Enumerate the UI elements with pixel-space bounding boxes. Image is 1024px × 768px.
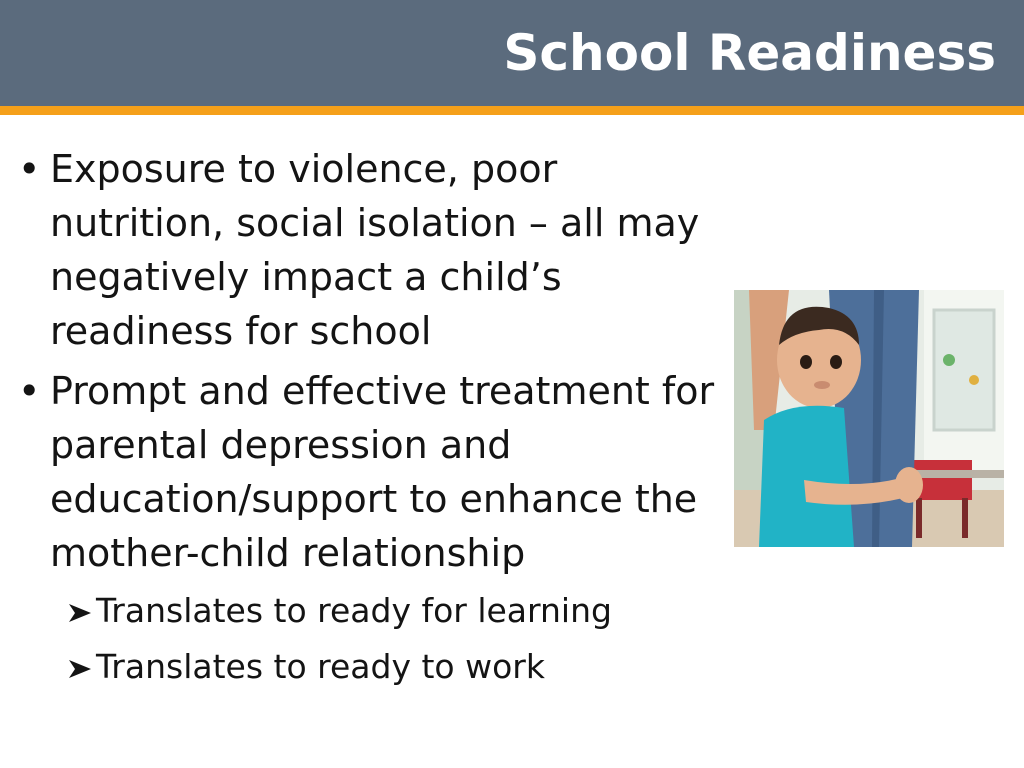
bullet-dot-icon: • — [18, 147, 41, 191]
arrowhead-bullet-icon — [66, 601, 94, 625]
sub-bullet-text: Translates to ready to work — [96, 647, 545, 686]
title-accent-rule — [0, 106, 1024, 115]
bullet-text: Exposure to violence, poor nutrition, social isolation – all may negatively impact a child’s readiness for school — [50, 147, 700, 353]
bullet-dot-icon: • — [18, 369, 41, 413]
bullet-text: Prompt and effective treatment for parental depression and education/support to enhance the mother-child relationship — [50, 369, 715, 575]
photo-illustration — [734, 290, 1004, 547]
bullet-item — [16, 364, 716, 580]
child-holding-parent-leg-photo — [734, 290, 1004, 547]
sub-bullet-text: Translates to ready for learning — [96, 591, 612, 630]
arrowhead-bullet-icon — [66, 657, 94, 681]
sub-bullet-item — [16, 642, 716, 692]
bullet-item — [16, 142, 716, 358]
sub-bullet-item — [16, 586, 716, 636]
slide-body — [16, 142, 716, 698]
slide-title: School Readiness — [503, 24, 996, 82]
